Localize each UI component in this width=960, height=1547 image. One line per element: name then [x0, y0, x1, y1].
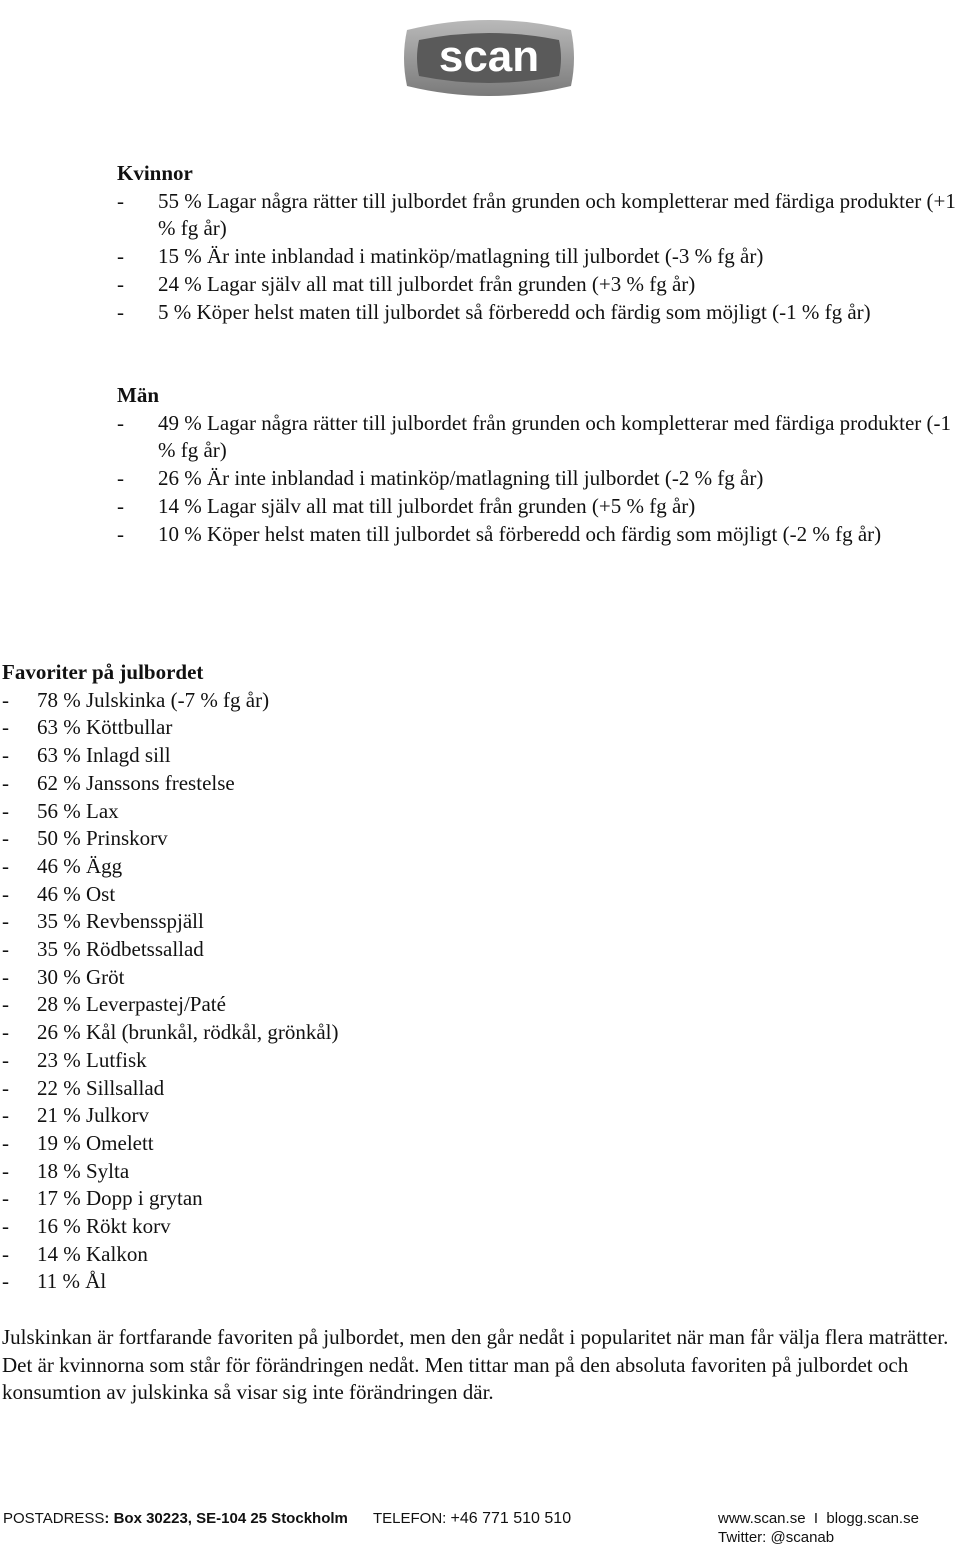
- list-dash: -: [117, 521, 124, 546]
- list-item-text: 28 % Leverpastej/Paté: [37, 992, 226, 1017]
- list-item: [2, 742, 902, 770]
- list-dash: -: [2, 1241, 9, 1266]
- list-item: [117, 271, 960, 299]
- list-dash: -: [2, 826, 9, 851]
- list-dash: -: [2, 964, 9, 989]
- list-dash: -: [2, 1103, 9, 1128]
- summary-paragraph: Julskinkan är fortfarande favoriten på julbordet, men den går nedåt i popularitet när man får välja flera maträtter. Det är kvinnorna som står för förändringen nedåt. Men tittar man på den absoluta favoriten på julbordet och konsumtion av julskinka så visar sig inte förändringen där.: [2, 1325, 949, 1405]
- list-item-text: 10 % Köper helst maten till julbordet så förberedd och färdig som möjligt (-2 % fg år): [158, 521, 882, 546]
- list-item: [117, 465, 960, 493]
- list-item: [117, 521, 960, 549]
- list-item-text: 35 % Revbensspjäll: [37, 909, 204, 934]
- list-dash: -: [2, 881, 9, 906]
- favorites-heading: Favoriter på julbordet: [2, 660, 204, 684]
- footer-address-value: : Box 30223, SE-104 25 Stockholm: [104, 1510, 348, 1527]
- list-dash: -: [117, 244, 124, 269]
- footer-phone-label: TELEFON:: [373, 1510, 447, 1527]
- list-item-text: 46 % Ost: [37, 881, 116, 906]
- list-item: [2, 1185, 902, 1213]
- list-dash: -: [2, 1214, 9, 1239]
- footer-address-label: POSTADRESS: [3, 1510, 105, 1527]
- list-item: [2, 1213, 902, 1241]
- list-dash: -: [117, 299, 124, 324]
- list-item-text: 17 % Dopp i grytan: [37, 1186, 203, 1211]
- list-item: [2, 1268, 902, 1296]
- list-item: [2, 1019, 902, 1047]
- footer-phone: [373, 1510, 571, 1528]
- list-dash: -: [2, 992, 9, 1017]
- list-item-text: 21 % Julkorv: [37, 1103, 149, 1128]
- list-item: [2, 1047, 902, 1075]
- list-item: [117, 493, 960, 521]
- list-item: [2, 1158, 902, 1186]
- list-dash: -: [2, 1075, 9, 1100]
- list-item-text: 62 % Janssons frestelse: [37, 770, 235, 795]
- list-item: [117, 299, 960, 327]
- list-item-text: 19 % Omelett: [37, 1130, 154, 1155]
- footer-twitter: Twitter: @scanab: [718, 1529, 835, 1546]
- list-item-text: 26 % Är inte inblandad i matinköp/matlagning till julbordet (-2 % fg år): [158, 466, 764, 491]
- list-item-text: 23 % Lutfisk: [37, 1047, 147, 1072]
- list-item-text: 16 % Rökt korv: [37, 1214, 171, 1239]
- favorites-section: [2, 659, 902, 1296]
- list-dash: -: [2, 715, 9, 740]
- list-item-text: 49 % Lagar några rätter till julbordet från grunden och kompletterar med färdiga produkter (-1 % fg år): [158, 410, 952, 463]
- men-list: [117, 410, 960, 549]
- list-dash: -: [2, 1130, 9, 1155]
- list-item: [2, 1075, 902, 1103]
- list-dash: -: [2, 1269, 9, 1294]
- list-item: [117, 243, 960, 271]
- list-item: [2, 687, 902, 715]
- list-item: [2, 714, 902, 742]
- list-item-text: 14 % Lagar själv all mat till julbordet från grunden (+5 % fg år): [158, 493, 696, 518]
- list-item: [2, 770, 902, 798]
- list-dash: -: [2, 1047, 9, 1072]
- list-item-text: 78 % Julskinka (-7 % fg år): [37, 687, 270, 712]
- list-dash: -: [117, 410, 124, 435]
- list-item: [2, 1130, 902, 1158]
- list-dash: -: [117, 271, 124, 296]
- scan-logo: [397, 8, 581, 108]
- list-item-text: 5 % Köper helst maten till julbordet så förberedd och färdig som möjligt (-1 % fg år): [158, 299, 871, 324]
- list-item-text: 18 % Sylta: [37, 1158, 130, 1183]
- list-item: [117, 188, 960, 243]
- list-item: [2, 881, 902, 909]
- list-item: [2, 991, 902, 1019]
- list-dash: -: [2, 1020, 9, 1045]
- list-item-text: 63 % Köttbullar: [37, 715, 173, 740]
- list-item: [2, 798, 902, 826]
- list-item-text: 35 % Rödbetssallad: [37, 937, 204, 962]
- list-item: [2, 1102, 902, 1130]
- footer-address: [3, 1510, 348, 1528]
- list-item-text: 63 % Inlagd sill: [37, 743, 171, 768]
- women-list: [117, 188, 960, 327]
- list-dash: -: [117, 188, 124, 213]
- list-item-text: 22 % Sillsallad: [37, 1075, 165, 1100]
- list-dash: -: [2, 770, 9, 795]
- women-section: [117, 160, 960, 326]
- list-dash: -: [2, 798, 9, 823]
- list-item-text: 24 % Lagar själv all mat till julbordet från grunden (+3 % fg år): [158, 271, 696, 296]
- list-item: [117, 410, 960, 465]
- list-item-text: 11 % Ål: [37, 1269, 107, 1294]
- list-dash: -: [2, 687, 9, 712]
- list-dash: -: [117, 493, 124, 518]
- list-item-text: 56 % Lax: [37, 798, 119, 823]
- list-item-text: 14 % Kalkon: [37, 1241, 148, 1266]
- list-dash: -: [2, 909, 9, 934]
- list-item-text: 15 % Är inte inblandad i matinköp/matlagning till julbordet (-3 % fg år): [158, 244, 764, 269]
- logo-text: scan: [438, 32, 540, 81]
- footer-phone-number: +46 771 510 510: [450, 1510, 572, 1527]
- list-dash: -: [2, 743, 9, 768]
- list-item: [2, 964, 902, 992]
- list-item: [2, 1241, 902, 1269]
- list-dash: -: [2, 853, 9, 878]
- list-dash: -: [2, 1158, 9, 1183]
- list-item-text: 26 % Kål (brunkål, rödkål, grönkål): [37, 1020, 339, 1045]
- men-heading: Män: [117, 383, 159, 407]
- list-item: [2, 853, 902, 881]
- women-heading: Kvinnor: [117, 161, 193, 185]
- list-dash: -: [117, 466, 124, 491]
- list-dash: -: [2, 937, 9, 962]
- list-item-text: 30 % Gröt: [37, 964, 125, 989]
- footer-web-links: www.scan.se I blogg.scan.se: [718, 1510, 919, 1527]
- list-item-text: 55 % Lagar några rätter till julbordet från grunden och kompletterar med färdiga produkter (+1 % fg år): [158, 188, 956, 241]
- list-item-text: 46 % Ägg: [37, 853, 123, 878]
- list-item-text: 50 % Prinskorv: [37, 826, 168, 851]
- list-item: [2, 936, 902, 964]
- list-dash: -: [2, 1186, 9, 1211]
- list-item: [2, 825, 902, 853]
- list-item: [2, 908, 902, 936]
- men-section: [117, 382, 960, 548]
- favorites-list: [2, 687, 902, 1296]
